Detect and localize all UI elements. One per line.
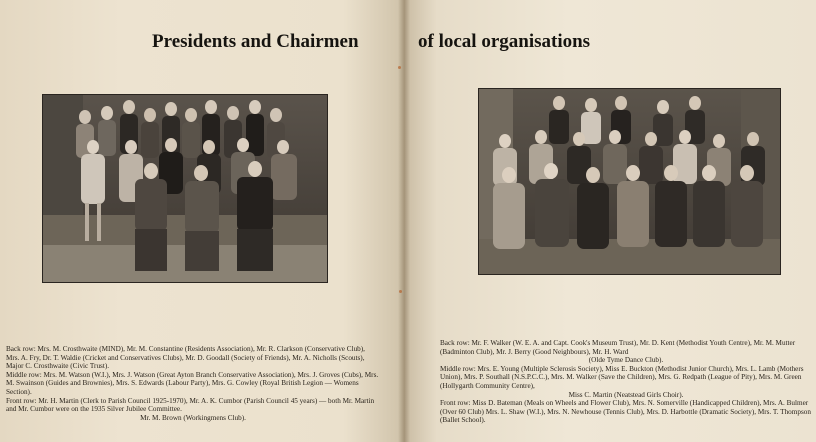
right-page: [404, 0, 816, 442]
group-photo-right-image: [479, 89, 780, 274]
left-page: [0, 0, 404, 442]
left-page-heading: Presidents and Chairmen: [152, 31, 359, 52]
caption-front-row: Front row: Miss D. Bateman (Meals on Wheels and Flower Club), Mrs. N. Somerville (Handicapped Children), Mrs. A. Bulmer (Over 60 Club) Mrs. L. Shaw (W.I.), Mrs. N. Newhouse (Tennis Club), Mrs. D. Harbottle (Dramatic Society), Mrs. T. Thompson (Ballet School).: [440, 399, 811, 425]
caption-middle-row: Middle row: Mrs. E. Young (Multiple Sclerosis Society), Miss E. Buckton (Methodist Junior Church), Mrs. L. Lamb (Mothers Union), Mrs. P. Southall (N.S.P.C.C.), Mrs. M. Walker (Save the Children), Mrs. G. Redpath (League of Pity), Mrs. M. Green (Hollygarth Community Centre),: [440, 364, 804, 390]
caption-middle-row: Middle row: Mrs. M. Watson (W.I.), Mrs. J. Watson (Great Ayton Branch Conservative Association), Mrs. J. Groves (Cubs), Mrs. M. Swainson (Guides and Brownies), Mrs. S. Edwards (Labour Party), Mrs. G. Cowley (Royal British Legion — Womens Section).: [6, 370, 379, 396]
group-photo-left: [42, 94, 328, 283]
paper-speck: [398, 66, 401, 69]
group-photo-left-image: [43, 95, 327, 282]
caption-middle-row-end: Miss C. Martin (Neatstead Girls Choir).: [568, 390, 684, 399]
right-photo-caption: [440, 339, 812, 425]
group-photo-right: [478, 88, 781, 275]
caption-front-row: Front row: Mr. H. Martin (Clerk to Parish Council 1925-1970), Mr. A. K. Cumbor (Parish Council 45 years) — both Mr. Martin and Mr. Cumbor were on the 1935 Silver Jubilee Committee.: [6, 396, 375, 414]
paper-speck: [399, 290, 402, 293]
caption-back-row-end: (Olde Tyme Dance Club).: [588, 356, 664, 365]
left-photo-caption: [6, 345, 380, 422]
caption-front-row-end: Mr. M. Brown (Workingmens Club).: [140, 413, 246, 422]
caption-back-row: Back row: Mr. F. Walker (W. E. A. and Capt. Cook's Museum Trust), Mr. D. Kent (Methodist Youth Centre), Mr. M. Mutter (Badminton Club), Mr. J. Berry (Good Neighbours), Mr. H. Ward: [440, 339, 796, 356]
right-page-heading: of local organisations: [418, 31, 591, 52]
caption-back-row: Back row: Mrs. M. Crosthwaite (MIND), Mr. M. Constantine (Residents Association), Mr. R. Clarkson (Conservative Club), Mrs. A. Fry, Dr. T. Waldie (Cricket and Conservatives Clubs), Mr. D. Goodall (Society of Friends), Mr. A. Nicholls (Scouts), Major C. Crosthwaite (Civic Trust).: [6, 345, 365, 371]
